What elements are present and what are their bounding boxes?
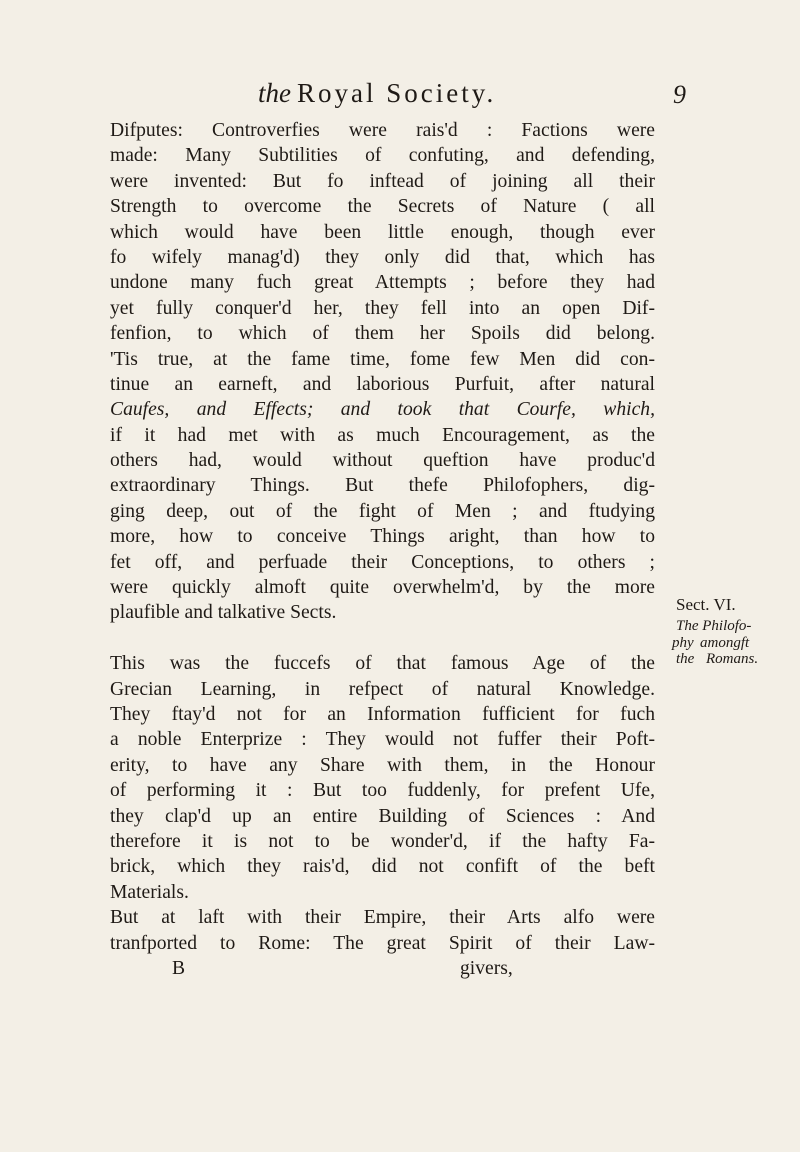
page-number: 9 (673, 80, 686, 109)
text-line: were invented: But fo inftead of joining all their (110, 170, 655, 192)
text-line: more, how to conceive Things aright, than how to (110, 526, 655, 548)
text-line: therefore it is not to be wonder'd, if the hafty Fa- (110, 830, 655, 852)
text-line: fet off, and perfuade their Conceptions, to others ; (110, 551, 655, 573)
margin-note-line: Romans. (706, 651, 759, 667)
text-line: which would have been little enough, though ever (110, 221, 655, 243)
text-line: tinue an earneft, and laborious Purfuit, after natural (110, 373, 655, 395)
text-line: they clap'd up an entire Building of Sciences : And (110, 805, 655, 827)
text-line: But at laft with their Empire, their Arts alfo were (110, 907, 655, 929)
text-line: Strength to overcome the Secrets of Nature ( all (110, 196, 655, 218)
running-head-prefix: the (258, 78, 291, 108)
text-line: if it had met with as much Encouragement, as the (110, 424, 655, 446)
margin-section: Sect. VI. (676, 595, 736, 614)
text-line: brick, which they rais'd, did not confift of the beft (110, 856, 655, 878)
margin-note-line: amongft (700, 635, 750, 651)
running-head (258, 78, 496, 109)
signature-mark: B (172, 957, 186, 979)
text-line: plaufible and talkative Sects. (110, 602, 337, 624)
text-line: erity, to have any Share with them, in the Honour (110, 754, 655, 776)
running-head-title: Royal Society. (297, 78, 497, 108)
text-line: made: Many Subtilities of confuting, and defending, (110, 145, 655, 167)
text-line: ging deep, out of the fight of Men ; and ftudying (110, 500, 655, 522)
text-line: others had, would without queftion have produc'd (110, 450, 655, 472)
text-line: were quickly almoft quite overwhelm'd, by the more (110, 577, 655, 599)
text-line: extraordinary Things. But thefe Philofophers, dig- (110, 475, 655, 497)
margin-note-line: phy (672, 635, 694, 651)
body-text (110, 118, 655, 981)
footer-line (110, 956, 655, 981)
text-line: undone many fuch great Attempts ; before they had (110, 272, 655, 294)
catchword: givers, (459, 957, 513, 979)
text-line: yet fully conquer'd her, they fell into an open Dif- (110, 297, 655, 319)
text-line: Caufes, and Effects; and took that Courfe, which, (110, 399, 655, 421)
margin-note-line: the (676, 651, 695, 667)
text-line: fo wifely manag'd) they only did that, which has (110, 246, 655, 268)
page-header (0, 78, 800, 110)
text-line: of performing it : But too fuddenly, for prefent Ufe, (110, 780, 655, 802)
text-line: 'Tis true, at the fame time, fome few Men did con- (110, 348, 655, 370)
text-line: fenfion, to which of them her Spoils did belong. (110, 323, 655, 345)
text-line: They ftay'd not for an Information fufficient for fuch (110, 703, 655, 725)
text-line: Materials. (110, 881, 189, 903)
text-line: This was the fuccefs of that famous Age of the (110, 653, 655, 675)
paragraph-gap (110, 626, 655, 651)
margin-note-line: The Philofo- (676, 618, 752, 634)
text-line: a noble Enterprize : They would not fuffer their Poft- (110, 729, 655, 751)
text-line: tranfported to Rome: The great Spirit of their Law- (110, 932, 655, 954)
text-line: Difputes: Controverfies were rais'd : Factions were (110, 120, 655, 141)
text-line: Grecian Learning, in refpect of natural Knowledge. (110, 678, 655, 700)
